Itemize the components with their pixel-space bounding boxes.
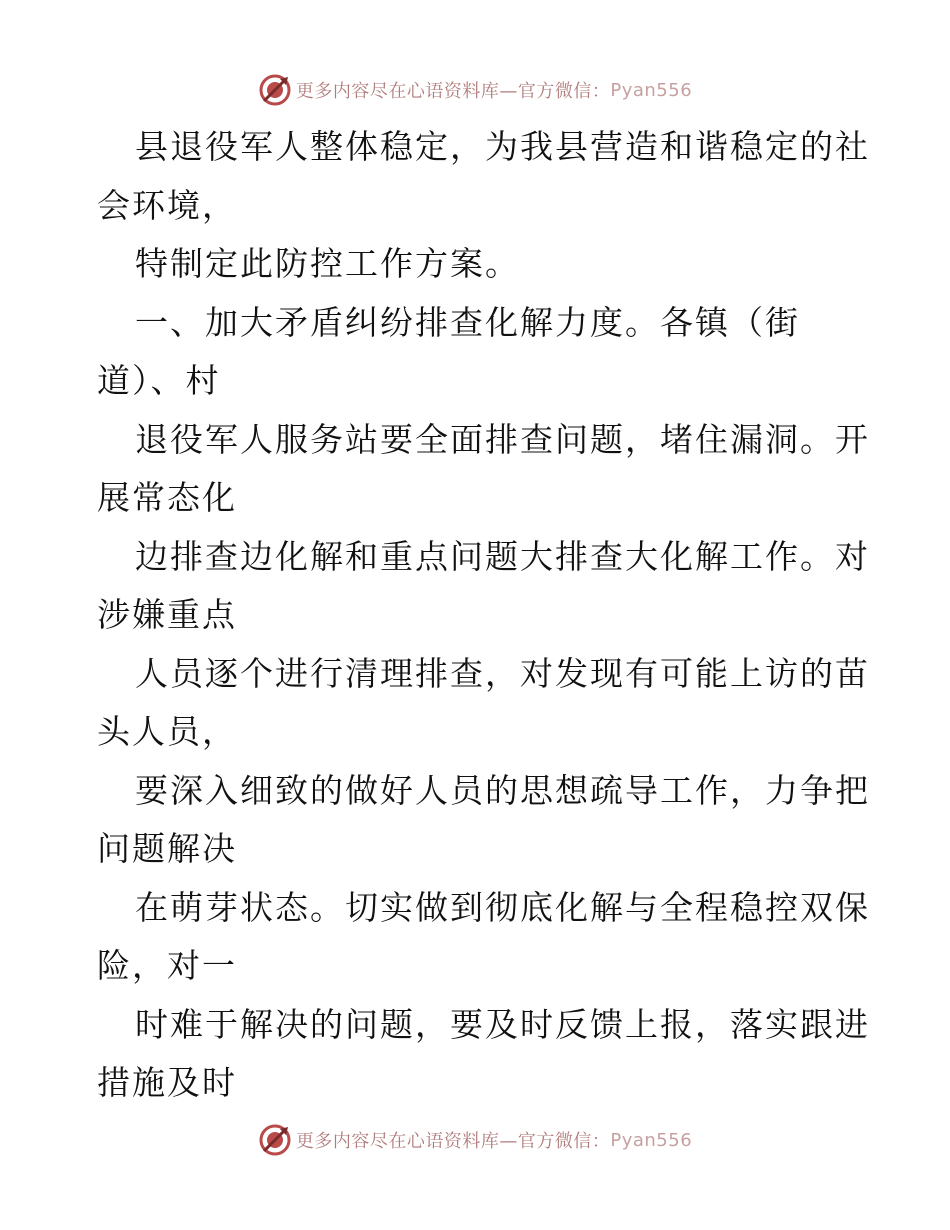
text-line: 展常态化 (97, 478, 237, 517)
text-line: 险，对一 (97, 946, 237, 985)
text-line: 措施及时 (97, 1063, 237, 1102)
text-line: 要深入细致的做好人员的思想疏导工作，力争把 (135, 770, 870, 810)
watermark-text: 更多内容尽在心语资料库—官方微信： (295, 1131, 611, 1152)
watermark-text: 更多内容尽在心语资料库—官方微信： (295, 81, 611, 102)
text-line: 会环境， (97, 185, 237, 225)
footer-watermark (0, 1120, 950, 1160)
text-line: 头人员， (97, 712, 237, 751)
watermark-id: Pyan556 (610, 79, 693, 101)
text-line: 退役军人服务站要全面排查问题，堵住漏洞。开 (135, 419, 870, 459)
text-line: 特制定此防控工作方案。 (135, 244, 520, 283)
quill-seal-logo-icon (258, 1123, 292, 1157)
text-line: 问题解决 (97, 829, 237, 868)
text-line: 人员逐个进行清理排查，对发现有可能上访的苗 (135, 653, 870, 693)
quill-seal-logo-icon (258, 73, 292, 107)
text-line: 时难于解决的问题，要及时反馈上报，落实跟进 (135, 1004, 870, 1044)
text-line: 一、加大矛盾纠纷排查化解力度。各镇（街 (135, 302, 800, 342)
text-line: 涉嫌重点 (97, 595, 237, 634)
text-line: 边排查边化解和重点问题大排查大化解工作。对 (135, 536, 870, 576)
text-line: 县退役军人整体稳定，为我县营造和谐稳定的社 (135, 127, 870, 166)
header-watermark (0, 70, 950, 110)
text-line: 道）、村 (97, 361, 221, 400)
text-line: 在萌芽状态。切实做到彻底化解与全程稳控双保 (135, 887, 870, 927)
document-body (97, 118, 870, 1113)
watermark-id: Pyan556 (610, 1129, 693, 1151)
